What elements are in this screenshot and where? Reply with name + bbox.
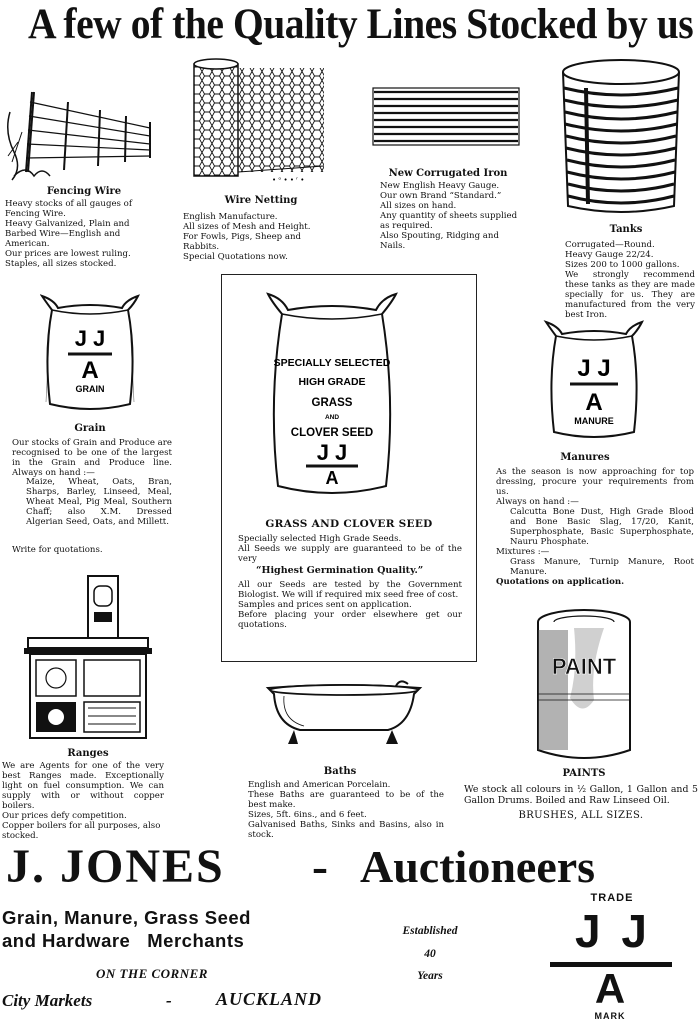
company-name-dash: - xyxy=(312,840,330,893)
grain-sack-illustration xyxy=(40,292,140,416)
manure-sack-label: MANURE xyxy=(574,416,614,426)
location-corner: ON THE CORNER xyxy=(96,966,208,981)
ranges-text: We are Agents for one of the very best Ranges made. Exceptionally light on fuel consumption. We can supply with or without copper boilers. Our prices defy competition. Copper boilers for all purposes, also stocked. xyxy=(2,761,164,841)
seed-sack-line-5: CLOVER SEED xyxy=(290,427,374,439)
trade-label: TRADE xyxy=(590,892,634,904)
established-years-number: 40 xyxy=(424,948,436,960)
paint-can-label: PAINT xyxy=(551,654,617,679)
baths-title: Baths xyxy=(323,766,357,777)
location-city: City Markets xyxy=(2,991,93,1010)
grain-sack-a: A xyxy=(81,357,99,384)
iron-text: New English Heavy Gauge. Our own Brand “Standard.” All sizes on hand. Any quantity of sheets supplied as required. Also Spouting, Ridging and Nails. xyxy=(380,181,518,251)
established-years-label: Years xyxy=(417,970,443,982)
baths-text: English and American Porcelain. These Baths are guaranteed to be of the best make. Sizes, 5ft. 6ins., and 6 feet. Galvanised Baths, Sinks and Basins, also in stock. xyxy=(248,780,444,840)
grain-sack-jj: J J xyxy=(74,326,106,351)
iron-title: New Corrugated Iron xyxy=(388,168,508,179)
merchant-line-2: and Hardware Merchants xyxy=(2,930,245,951)
svg-text:• ᵒ • • ʳ •: • ᵒ • • ʳ • xyxy=(272,176,305,184)
mark-label: MARK xyxy=(594,1011,626,1021)
paint-can-illustration xyxy=(534,608,634,766)
seed-sack-line-1: SPECIALLY SELECTED xyxy=(273,357,391,369)
company-trade: Auctioneers xyxy=(360,841,596,892)
company-name: J. JONES xyxy=(6,840,225,893)
paints-text: We stock all colours in ½ Gallon, 1 Gallon and 5 Gallon Drums. Boiled and Raw Linseed Oil. BRUSHES, ALL SIZES. xyxy=(464,784,698,821)
grain-closing: Write for quotations. xyxy=(12,545,103,555)
wire-netting-illustration xyxy=(192,58,332,186)
manures-title: Manures xyxy=(560,452,610,463)
bath-illustration xyxy=(264,680,424,750)
tank-illustration xyxy=(556,58,686,218)
manure-sack-illustration xyxy=(542,318,646,444)
ranges-title: Ranges xyxy=(67,748,109,759)
seed-sack-a: A xyxy=(325,468,339,488)
seed-sack-illustration xyxy=(262,290,402,500)
established-label: Established xyxy=(402,925,458,937)
grain-intro: Our stocks of Grain and Produce are recognised to be one of the largest in the Grain and Produce line. Always on hand :— xyxy=(12,438,172,478)
seed-sack-line-3: GRASS xyxy=(311,397,353,409)
seed-text: Specially selected High Grade Seeds. All Seeds we supply are guaranteed to be of the very “Highest Germination Quality.” All our Seeds are tested by the Government Biologist. We will if required mix seed free of cost. Samples and prices sent on application. Before placing your order elsewhere get our quotations. xyxy=(238,534,462,630)
manures-text: As the season is now approaching for top dressing, procure your requirements from us. Always on hand :— Calcutta Bone Dust, High Grade Blood and Bone Basic Slag, 17/20, Kanit, Superphosphate, Basic Superphosphate, Nauru Phosphate. Mixtures :— Grass Manure, Turnip Manure, Root Manure. Quotations on application. xyxy=(496,467,694,587)
netting-text: English Manufacture. All sizes of Mesh and Height. For Fowls, Pigs, Sheep and Rabbits. Special Quotations now. xyxy=(183,212,311,262)
trademark-a: A xyxy=(594,965,626,1012)
seed-sack-jj: J J xyxy=(316,440,348,465)
range-stove-illustration xyxy=(22,574,154,742)
grain-list: Maize, Wheat, Oats, Bran, Sharps, Barley, Linseed, Meal, Wheat Meal, Pig Meal, Southern Chaff; also X.M. Dressed Algerian Seed, Oats, and Millett. xyxy=(26,477,172,527)
netting-title: Wire Netting xyxy=(224,195,298,206)
tanks-text: Corrugated—Round. Heavy Gauge 22/24. Sizes 200 to 1000 gallons. We strongly recommend these tanks as they are made specially for us. They are manufactured from the very best Iron. xyxy=(565,240,695,320)
corrugated-iron-illustration xyxy=(372,86,520,148)
merchant-line-1: Grain, Manure, Grass Seed xyxy=(2,907,251,928)
tanks-title: Tanks xyxy=(609,224,643,235)
grain-title: Grain xyxy=(74,423,106,434)
manure-sack-a: A xyxy=(585,389,603,416)
grain-sack-label: GRAIN xyxy=(75,384,105,394)
trademark-jj: J J xyxy=(575,905,651,957)
fencing-text: Heavy stocks of all gauges of Fencing Wire. Heavy Galvanized, Plain and Barbed Wire—English and American. Our prices are lowest ruling. Staples, all sizes stocked. xyxy=(5,199,133,269)
fencing-wire-illustration xyxy=(4,72,164,184)
location-auckland: AUCKLAND xyxy=(216,989,323,1009)
paints-title: PAINTS xyxy=(562,768,606,779)
headline: A few of the Quality Lines Stocked by us xyxy=(28,1,694,48)
seed-sack-line-2: HIGH GRADE xyxy=(298,376,366,388)
manure-sack-jj: J J xyxy=(577,355,611,382)
location-dash: - xyxy=(166,991,172,1010)
seed-sack-line-4: AND xyxy=(324,414,340,421)
fencing-title: Fencing Wire xyxy=(46,186,122,197)
seed-title: GRASS AND CLOVER SEED xyxy=(265,518,433,530)
